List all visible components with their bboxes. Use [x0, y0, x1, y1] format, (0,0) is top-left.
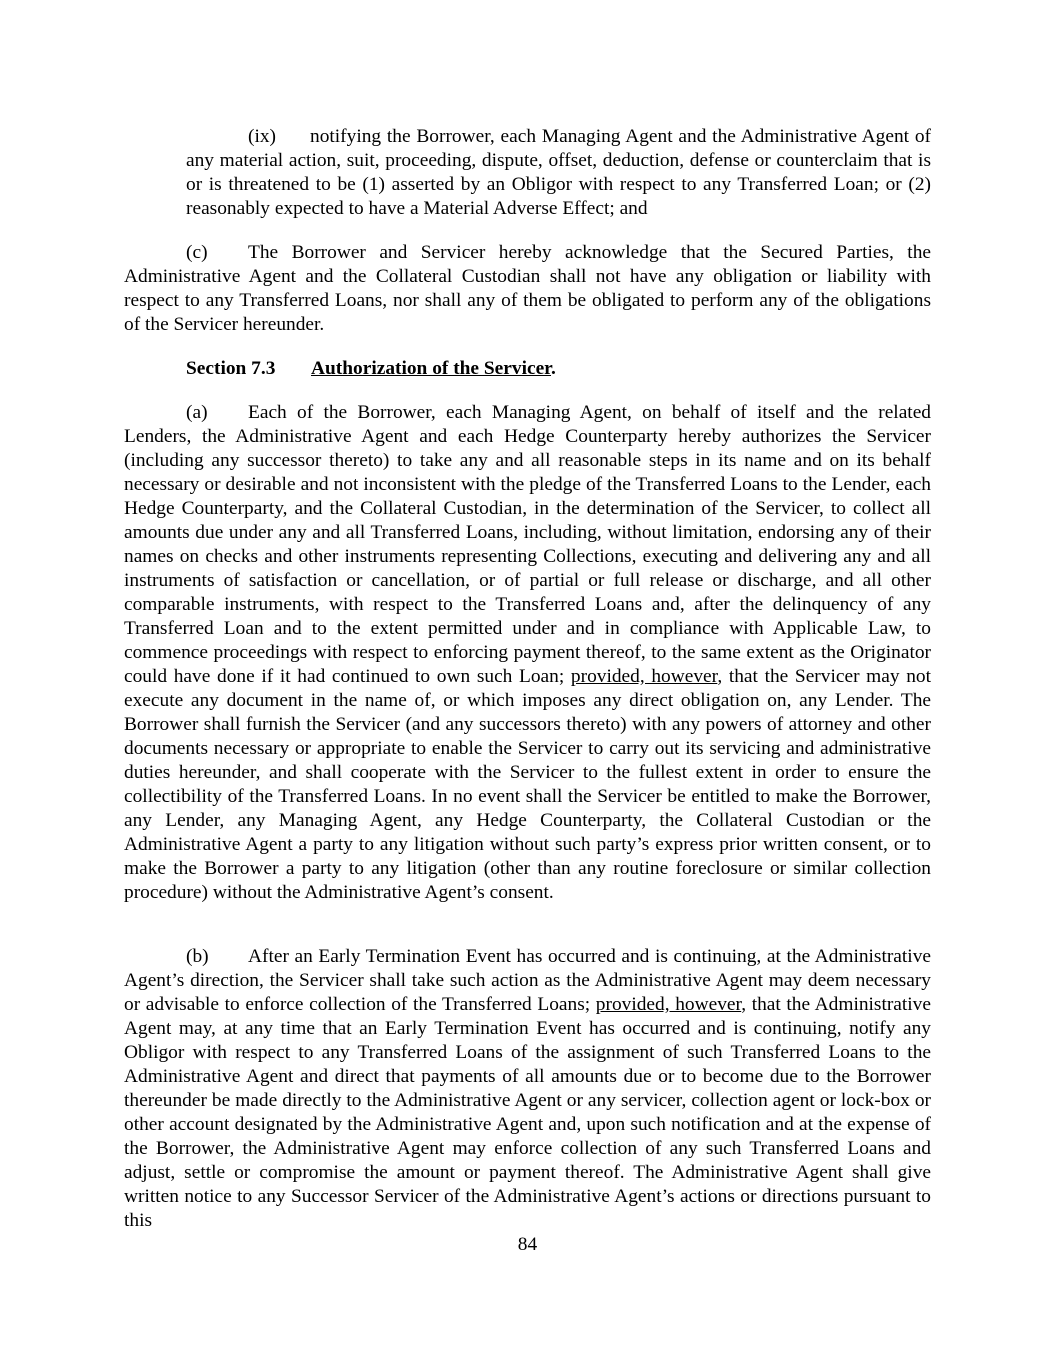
clause-a-label: (a) — [186, 402, 208, 423]
clause-b-proviso: provided, however — [595, 994, 742, 1015]
clause-c-label: (c) — [186, 242, 208, 263]
section-title-period: . — [551, 358, 556, 379]
clause-b-text-2: , that the Administrative Agent may, at any time that an Early Termination Event has occurred and is continuing, notify any Obligor with respect to any Transferred Loans of the assignment of such Transferred Loans to the Administrative Agent and direct that payments of all amounts due or to become due to the Borrower thereunder be made directly to the Administrative Agent or any servicer, collection agent or lock-box or other account designated by the Administrative Agent and, upon such notification and at the expense of the Borrower, the Administrative Agent may enforce collection of any such Transferred Loans and adjust, settle or compromise the amount or payment thereof. The Administrative Agent shall give written notice to any Successor Servicer of the Administrative Agent’s actions or directions pursuant to this — [124, 994, 931, 1231]
clause-b-label: (b) — [186, 946, 209, 967]
clause-ix-label: (ix) — [248, 126, 276, 147]
clause-c-paragraph — [124, 241, 931, 337]
clause-a-text-2: , that the Servicer may not execute any document in the name of, or which imposes any direct obligation on, any Lender. The Borrower shall furnish the Servicer (and any successors thereto) with any powers of attorney and other documents necessary or appropriate to enable the Servicer to carry out its servicing and administrative duties hereunder, and shall cooperate with the Servicer to the fullest extent in order to ensure the collectibility of the Transferred Loans. In no event shall the Servicer be entitled to make the Borrower, any Lender, any Managing Agent, any Hedge Counterparty, the Collateral Custodian or the Administrative Agent a party to any litigation without such party’s express prior written consent, or to make the Borrower a party to any litigation (other than any routine foreclosure or similar collection procedure) without the Administrative Agent’s consent. — [124, 666, 931, 903]
section-heading — [186, 357, 556, 381]
clause-ix-text: notifying the Borrower, each Managing Agent and the Administrative Agent of any material action, suit, proceeding, dispute, offset, deduction, defense or counterclaim that is or is threatened to be (1) asserted by an Obligor with respect to any Transferred Loan; or (2) reasonably expected to have a Material Adverse Effect; and — [186, 126, 931, 219]
clause-a-text-1: Each of the Borrower, each Managing Agent, on behalf of itself and the related Lenders, the Administrative Agent and each Hedge Counterparty hereby authorizes the Servicer (including any successor thereto) to take any and all reasonable steps in its name and on its behalf necessary or desirable and not inconsistent with the pledge of the Transferred Loans to the Lender, each Hedge Counterparty, and the Collateral Custodian, in the determination of the Servicer, to collect all amounts due under any and all Transferred Loans, including, without limitation, endorsing any of their names on checks and other instruments representing Collections, executing and delivering any and all instruments of satisfaction or cancellation, or of partial or full release or discharge, and all other comparable instruments, with respect to the Transferred Loans and, after the delinquency of any Transferred Loan and to the extent permitted under and in compliance with Applicable Law, to commence proceedings with respect to enforcing payment thereof, to the same extent as the Originator could have done if it had continued to own such Loan; — [124, 402, 931, 687]
clause-b-paragraph — [124, 945, 931, 1233]
page-number: 84 — [517, 1234, 538, 1255]
clause-c-text: The Borrower and Servicer hereby acknowledge that the Secured Parties, the Administrative Agent and the Collateral Custodian shall not have any obligation or liability with respect to any Transferred Loans, nor shall any of them be obligated to perform any of the obligations of the Servicer hereunder. — [124, 242, 931, 335]
section-number: Section 7.3 — [186, 358, 276, 379]
clause-b-text-1: After an Early Termination Event has occurred and is continuing, at the Administrative Agent’s direction, the Servicer shall take such action as the Administrative Agent may deem necessary or advisable to enforce collection of the Transferred Loans; — [124, 946, 931, 1015]
clause-a-proviso: provided, however — [570, 666, 718, 687]
clause-a-paragraph — [124, 401, 931, 905]
clause-ix-paragraph — [186, 125, 931, 221]
section-title: Authorization of the Servicer — [311, 358, 552, 379]
